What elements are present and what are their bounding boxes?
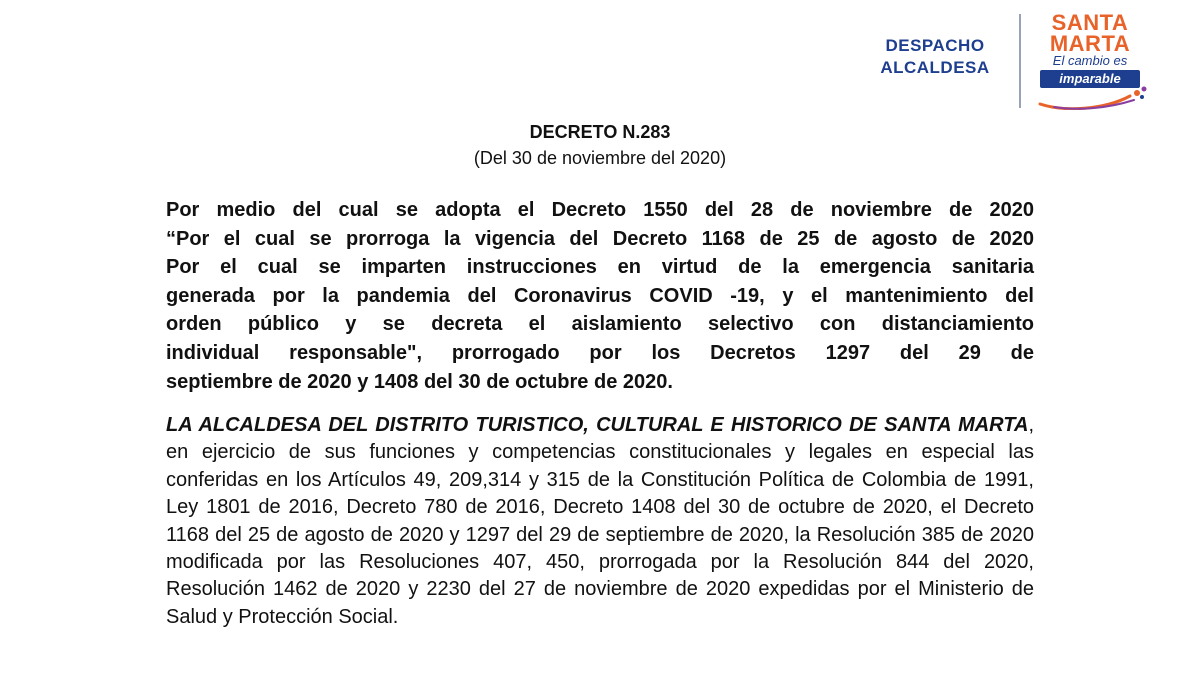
issuing-authority: LA ALCALDESA DEL DISTRITO TURISTICO, CULTURAL E HISTORICO DE SANTA MARTA bbox=[166, 414, 1029, 436]
summary-line: generada por la pandemia del Coronavirus COVID -19, y el mantenimiento del bbox=[166, 284, 1034, 307]
decree-summary bbox=[166, 196, 1034, 396]
logo-title-line-2: MARTA bbox=[1049, 31, 1131, 56]
logo-slogan-line-2: imparable bbox=[1040, 70, 1140, 88]
decree-preamble bbox=[166, 412, 1034, 631]
department-line-1: DESPACHO bbox=[885, 36, 985, 55]
preamble-text: , en ejercicio de sus funciones y competencias constitucionales y legales en especial las conferidas en los Artículos 49, 209,314 y 315 de la Constitución Política de Colombia de 1991, Ley 1801 de 2016, Decreto 780 de 2016, Decreto 1408 del 30 de octubre de 2020, el Decreto 1168 del 25 de agosto de 2020 y 1297 del 29 de septiembre de 2020, la Resolución 385 de 2020 modificada por las Resoluciones 407, 450, prorrogada por la Resolución 844 del 2020, Resolución 1462 de 2020 y 2230 del 27 de noviembre de 2020 expedidas por el Ministerio de Salud y Protección Social. bbox=[166, 414, 1034, 628]
header-divider bbox=[1019, 14, 1021, 108]
summary-line: Por medio del cual se adopta el Decreto 1550 del 28 de noviembre de 2020 bbox=[166, 199, 1034, 221]
summary-line: individual responsable", prorrogado por los Decretos 1297 del 29 de bbox=[166, 341, 1034, 364]
logo-title bbox=[1038, 12, 1142, 54]
summary-line: Por el cual se imparten instrucciones en virtud de la emergencia sanitaria bbox=[166, 256, 1034, 279]
summary-line: “Por el cual se prorroga la vigencia del Decreto 1168 de 25 de agosto de 2020 bbox=[166, 227, 1034, 250]
department-name bbox=[850, 35, 1020, 79]
santa-marta-logo bbox=[1034, 10, 1154, 110]
decree-date: (Del 30 de noviembre del 2020) bbox=[473, 148, 727, 168]
decree-title: DECRETO N.283 bbox=[529, 122, 671, 142]
department-line-2: ALCALDESA bbox=[880, 58, 990, 77]
summary-line: orden público y se decreta el aislamiento selectivo con distanciamiento bbox=[166, 313, 1034, 336]
logo-title-line-1: SANTA bbox=[1051, 10, 1129, 35]
summary-line: septiembre de 2020 y 1408 del 30 de octubre de 2020. bbox=[166, 370, 673, 393]
logo-slogan-line-1: El cambio es bbox=[1052, 53, 1128, 68]
